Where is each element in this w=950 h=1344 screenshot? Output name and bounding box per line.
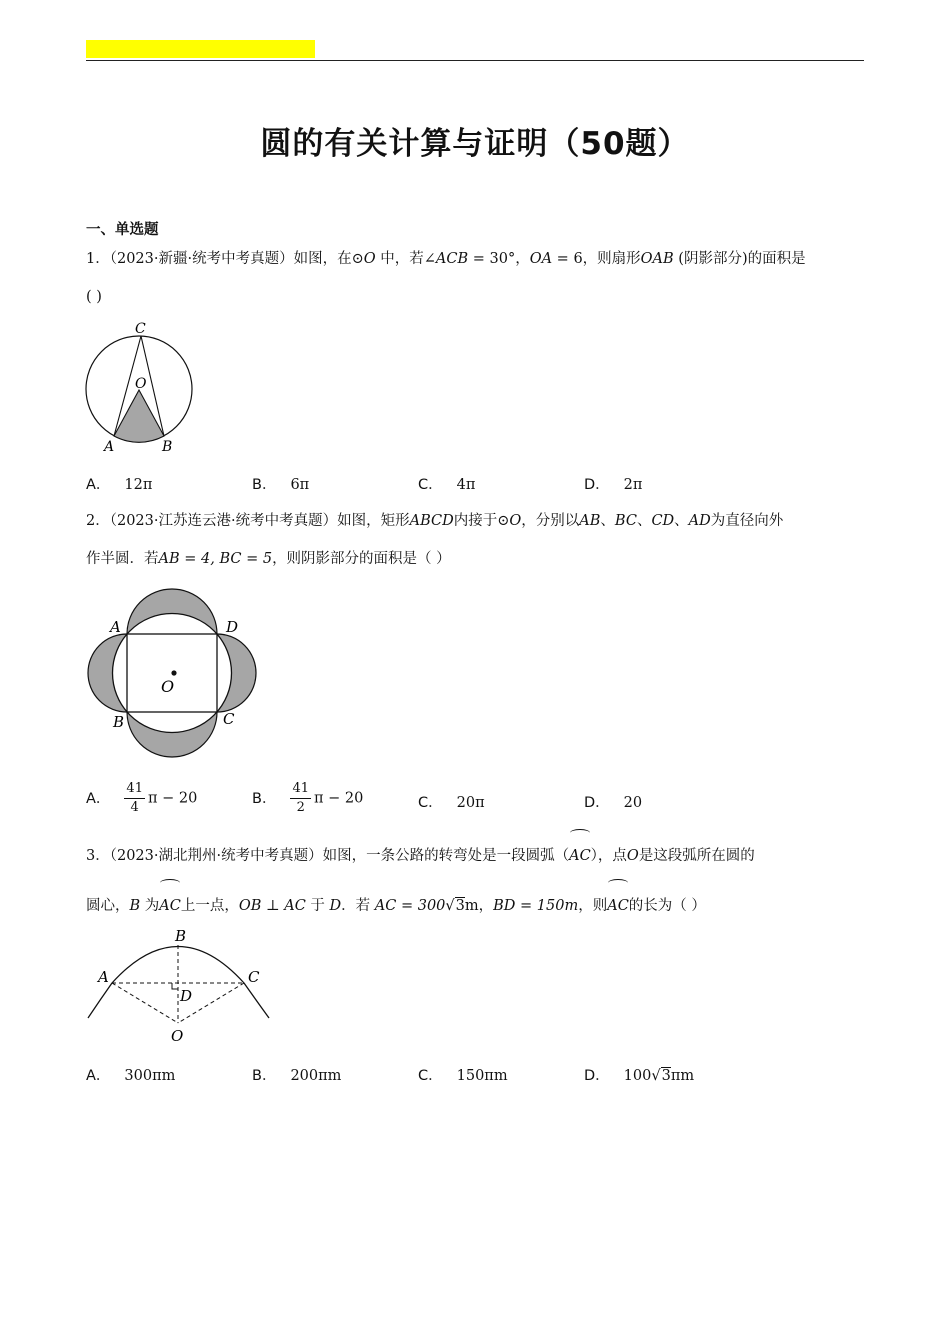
page-title: 圆的有关计算与证明（50题） bbox=[260, 126, 690, 162]
q2-label-b: B bbox=[113, 713, 125, 731]
q2-figure bbox=[84, 585, 269, 765]
arc-ac: AC bbox=[569, 831, 591, 881]
question-2-line-2: 作半圆．若AB = 4, BC = 5，则阴影部分的面积是（ ） bbox=[86, 551, 451, 567]
q2-option-a: A． $\frac{41}{4}$ π − 20 bbox=[86, 781, 198, 815]
q2-option-d: D． 20 bbox=[584, 795, 643, 811]
q3-label-d: D bbox=[180, 987, 193, 1005]
q3-figure bbox=[84, 925, 279, 1047]
q3-option-b: B． 200πm bbox=[252, 1068, 342, 1084]
question-3-line-2: 圆心，B 为AC上一点，OB ⊥ AC 于 D．若 AC = 300√3m，BD = 150m，则AC的长为（ ） bbox=[86, 881, 866, 931]
q3-option-d: D． 100√3πm bbox=[584, 1068, 695, 1084]
q3-label-a: A bbox=[98, 968, 109, 986]
q1-label-b: B bbox=[162, 439, 173, 455]
q3-option-c: C． 150πm bbox=[418, 1068, 508, 1084]
q1-label-o: O bbox=[135, 376, 147, 392]
header-rule bbox=[86, 60, 864, 61]
question-1 bbox=[86, 240, 866, 316]
q1-option-b: B． 6π bbox=[252, 477, 310, 493]
q1-option-c: C． 4π bbox=[418, 477, 476, 493]
q2-option-b: B． $\frac{41}{2}$ π − 20 bbox=[252, 781, 364, 815]
q2-label-o: O bbox=[161, 677, 175, 696]
section-heading: 一、单选题 bbox=[86, 222, 159, 238]
q1-label-c: C bbox=[135, 321, 146, 337]
q3-label-b: B bbox=[175, 927, 187, 945]
q3-option-a: A． 300πm bbox=[86, 1068, 176, 1084]
q2-label-c: C bbox=[223, 710, 235, 728]
question-1-line-1: 1．（2023·新疆·统考中考真题）如图，在⊙O 中，若∠ACB = 30°，OA = 6，则扇形OAB (阴影部分)的面积是 bbox=[86, 251, 806, 267]
q1-option-a: A． 12π bbox=[86, 477, 153, 493]
question-2-line-1: 2．（2023·江苏连云港·统考中考真题）如图，矩形ABCD内接于⊙O，分别以AB、BC、CD、AD为直径向外 bbox=[86, 513, 784, 529]
q2-label-d: D bbox=[226, 618, 239, 636]
header-highlight-bar bbox=[86, 40, 315, 58]
question-3 bbox=[86, 831, 866, 931]
q3-label-o: O bbox=[171, 1027, 184, 1045]
q1-label-a: A bbox=[104, 439, 115, 455]
q3-label-c: C bbox=[248, 968, 260, 986]
q1-option-d: D． 2π bbox=[584, 477, 643, 493]
question-2 bbox=[86, 502, 866, 578]
q2-option-c: C． 20π bbox=[418, 795, 485, 811]
question-3-line-1: 3．（2023·湖北荆州·统考中考真题）如图，一条公路的转弯处是一段圆弧（AC），点O是这段弧所在圆的 bbox=[86, 831, 866, 881]
q2-label-a: A bbox=[110, 618, 121, 636]
question-1-line-2: ( ) bbox=[86, 289, 102, 305]
q1-figure bbox=[80, 318, 205, 458]
